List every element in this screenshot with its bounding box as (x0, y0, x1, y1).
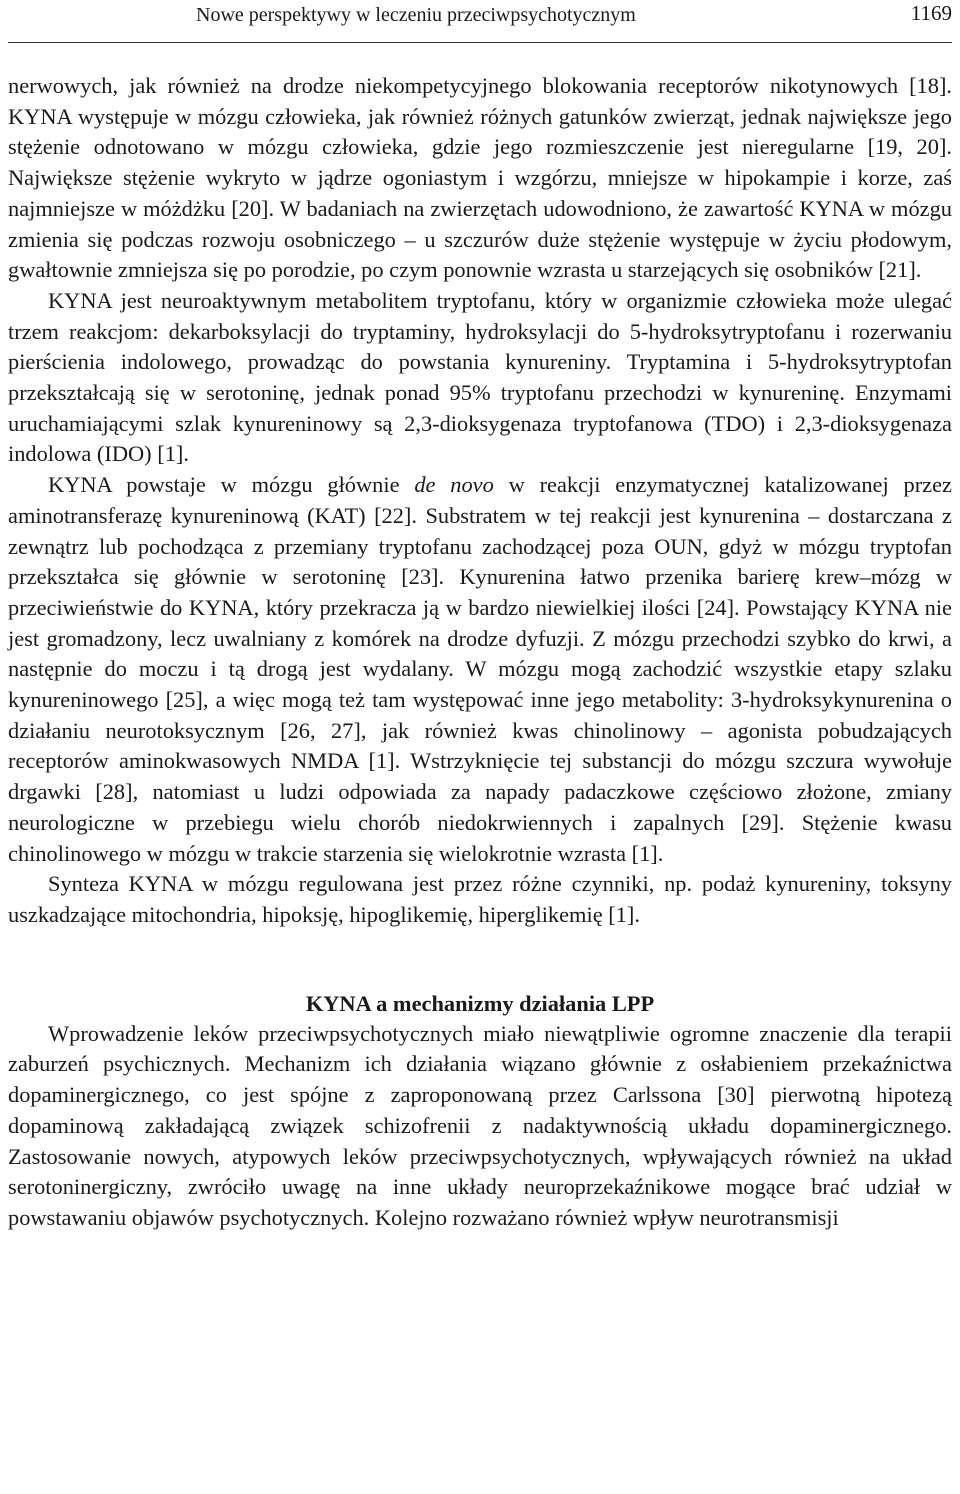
body-text (8, 71, 952, 1234)
paragraph-3-part-2: w reakcji enzymatycznej katalizowanej przez aminotransferazę kynureninową (KAT) [22]. Substratem w tej reakcji jest kynurenina – dostarczana z zewnątrz lub pochodząca z przemiany tryptofanu zachodzącej poza OUN, gdyż w mózgu tryptofan przekształca się głównie w serotoninę [23]. Kynurenina łatwo przenika barierę krew–mózg w przeciwieństwie do KYNA, który przekracza ją w bardzo niewielkiej ilości [24]. Powstający KYNA nie jest gromadzony, lecz uwalniany z komórek na drodze dyfuzji. Z mózgu przechodzi szybko do krwi, a następnie do moczu i tą drogą jest wydalany. W mózgu mogą zachodzić wszystkie etapy szlaku kynureninowego [25], a więc mogą też tam występować inne jego metabolity: 3-hydroksykynurenina o działaniu neurotoksycznym [26, 27], jak również kwas chinolinowy – agonista pobudzających receptorów aminokwasowych NMDA [1]. Wstrzyknięcie tej substancji do mózgu szczura wywołuje drgawki [28], natomiast u ludzi odpowiada za napady padaczkowe częściowo złożone, zmiany neurologiczne w przebiegu wielu chorób niedokrwiennych i zapalnych [29]. Stężenie kwasu chinolinowego w mózgu w trakcie starzenia się wielokrotnie wzrasta [1]. (8, 472, 952, 866)
page-number: 1169 (910, 1, 952, 25)
paragraph-3-italic-term: de novo (414, 472, 494, 498)
section-heading: KYNA a mechanizmy działania LPP (305, 990, 655, 1016)
paragraph-3 (8, 470, 952, 869)
section-paragraph-1: Wprowadzenie leków przeciwpsychotycznych miało niewątpliwie ogromne znaczenie dla terapii zaburzeń psychicznych. Mechanizm ich działania wiązano głównie z osłabieniem przekaźnictwa dopaminergicznego, co jest spójne z zaproponowaną przez Carlssona [30] pierwotną hipotezą dopaminową zakładającą związek schizofrenii z nadaktywnością układu dopaminergicznego. Zastosowanie nowych, atypowych leków przeciwpsychotycznych, wpływających również na układ serotoninergiczny, zwróciło uwagę na inne układy neuroprzekaźnikowe mogące brać udział w powstawaniu objawów psychotycznych. Kolejno rozważano również wpływ neurotransmisji (8, 1020, 952, 1230)
running-header (8, 0, 952, 43)
paragraph-2: KYNA jest neuroaktywnym metabolitem tryptofanu, który w organizmie człowieka może ulegać trzem reakcjom: dekarboksylacji do tryptaminy, hydroksylacji do 5-hydroksytryptofanu i rozerwaniu pierścienia indolowego, prowadząc do powstania kynureniny. Tryptamina i 5-hydroksytryptofan przekształcają się w serotoninę, jednak ponad 95% tryptofanu przechodzi w kynureninę. Enzymami uruchamiającymi szlak kynureninowy są 2,3-dioksygenaza tryptofanowa (TDO) i 2,3-dioksygenaza indolowa (IDO) [1]. (8, 287, 952, 467)
document-page (8, 0, 952, 1234)
paragraph-3-part-1: KYNA powstaje w mózgu głównie (48, 472, 415, 498)
paragraph-1: nerwowych, jak również na drodze niekompetycyjnego blokowania receptorów nikotynowych [18]. KYNA występuje w mózgu człowieka, jak również różnych gatunków zwierząt, jednak największe jego stężenie odnotowano w mózgu człowieka, gdzie jego rozmieszczenie jest nieregularne [19, 20]. Największe stężenie wykryto w jądrze ogoniastym i wzgórzu, mniejsze w hipokampie i korze, zaś najmniejsze w móżdżku [20]. W badaniach na zwierzętach udowodniono, że zawartość KYNA w mózgu zmienia się podczas rozwoju osobniczego – u szczurów duże stężenie występuje w życiu płodowym, gwałtownie zmniejsza się po porodzie, po czym ponownie wzrasta u starzejących się osobników [21]. (8, 73, 952, 283)
running-title: Nowe perspektywy w leczeniu przeciwpsychotycznym (196, 4, 636, 26)
paragraph-4: Synteza KYNA w mózgu regulowana jest przez różne czynniki, np. podaż kynureniny, toksyny uszkadzające mitochondria, hipoksję, hipoglikemię, hiperglikemię [1]. (8, 871, 952, 927)
